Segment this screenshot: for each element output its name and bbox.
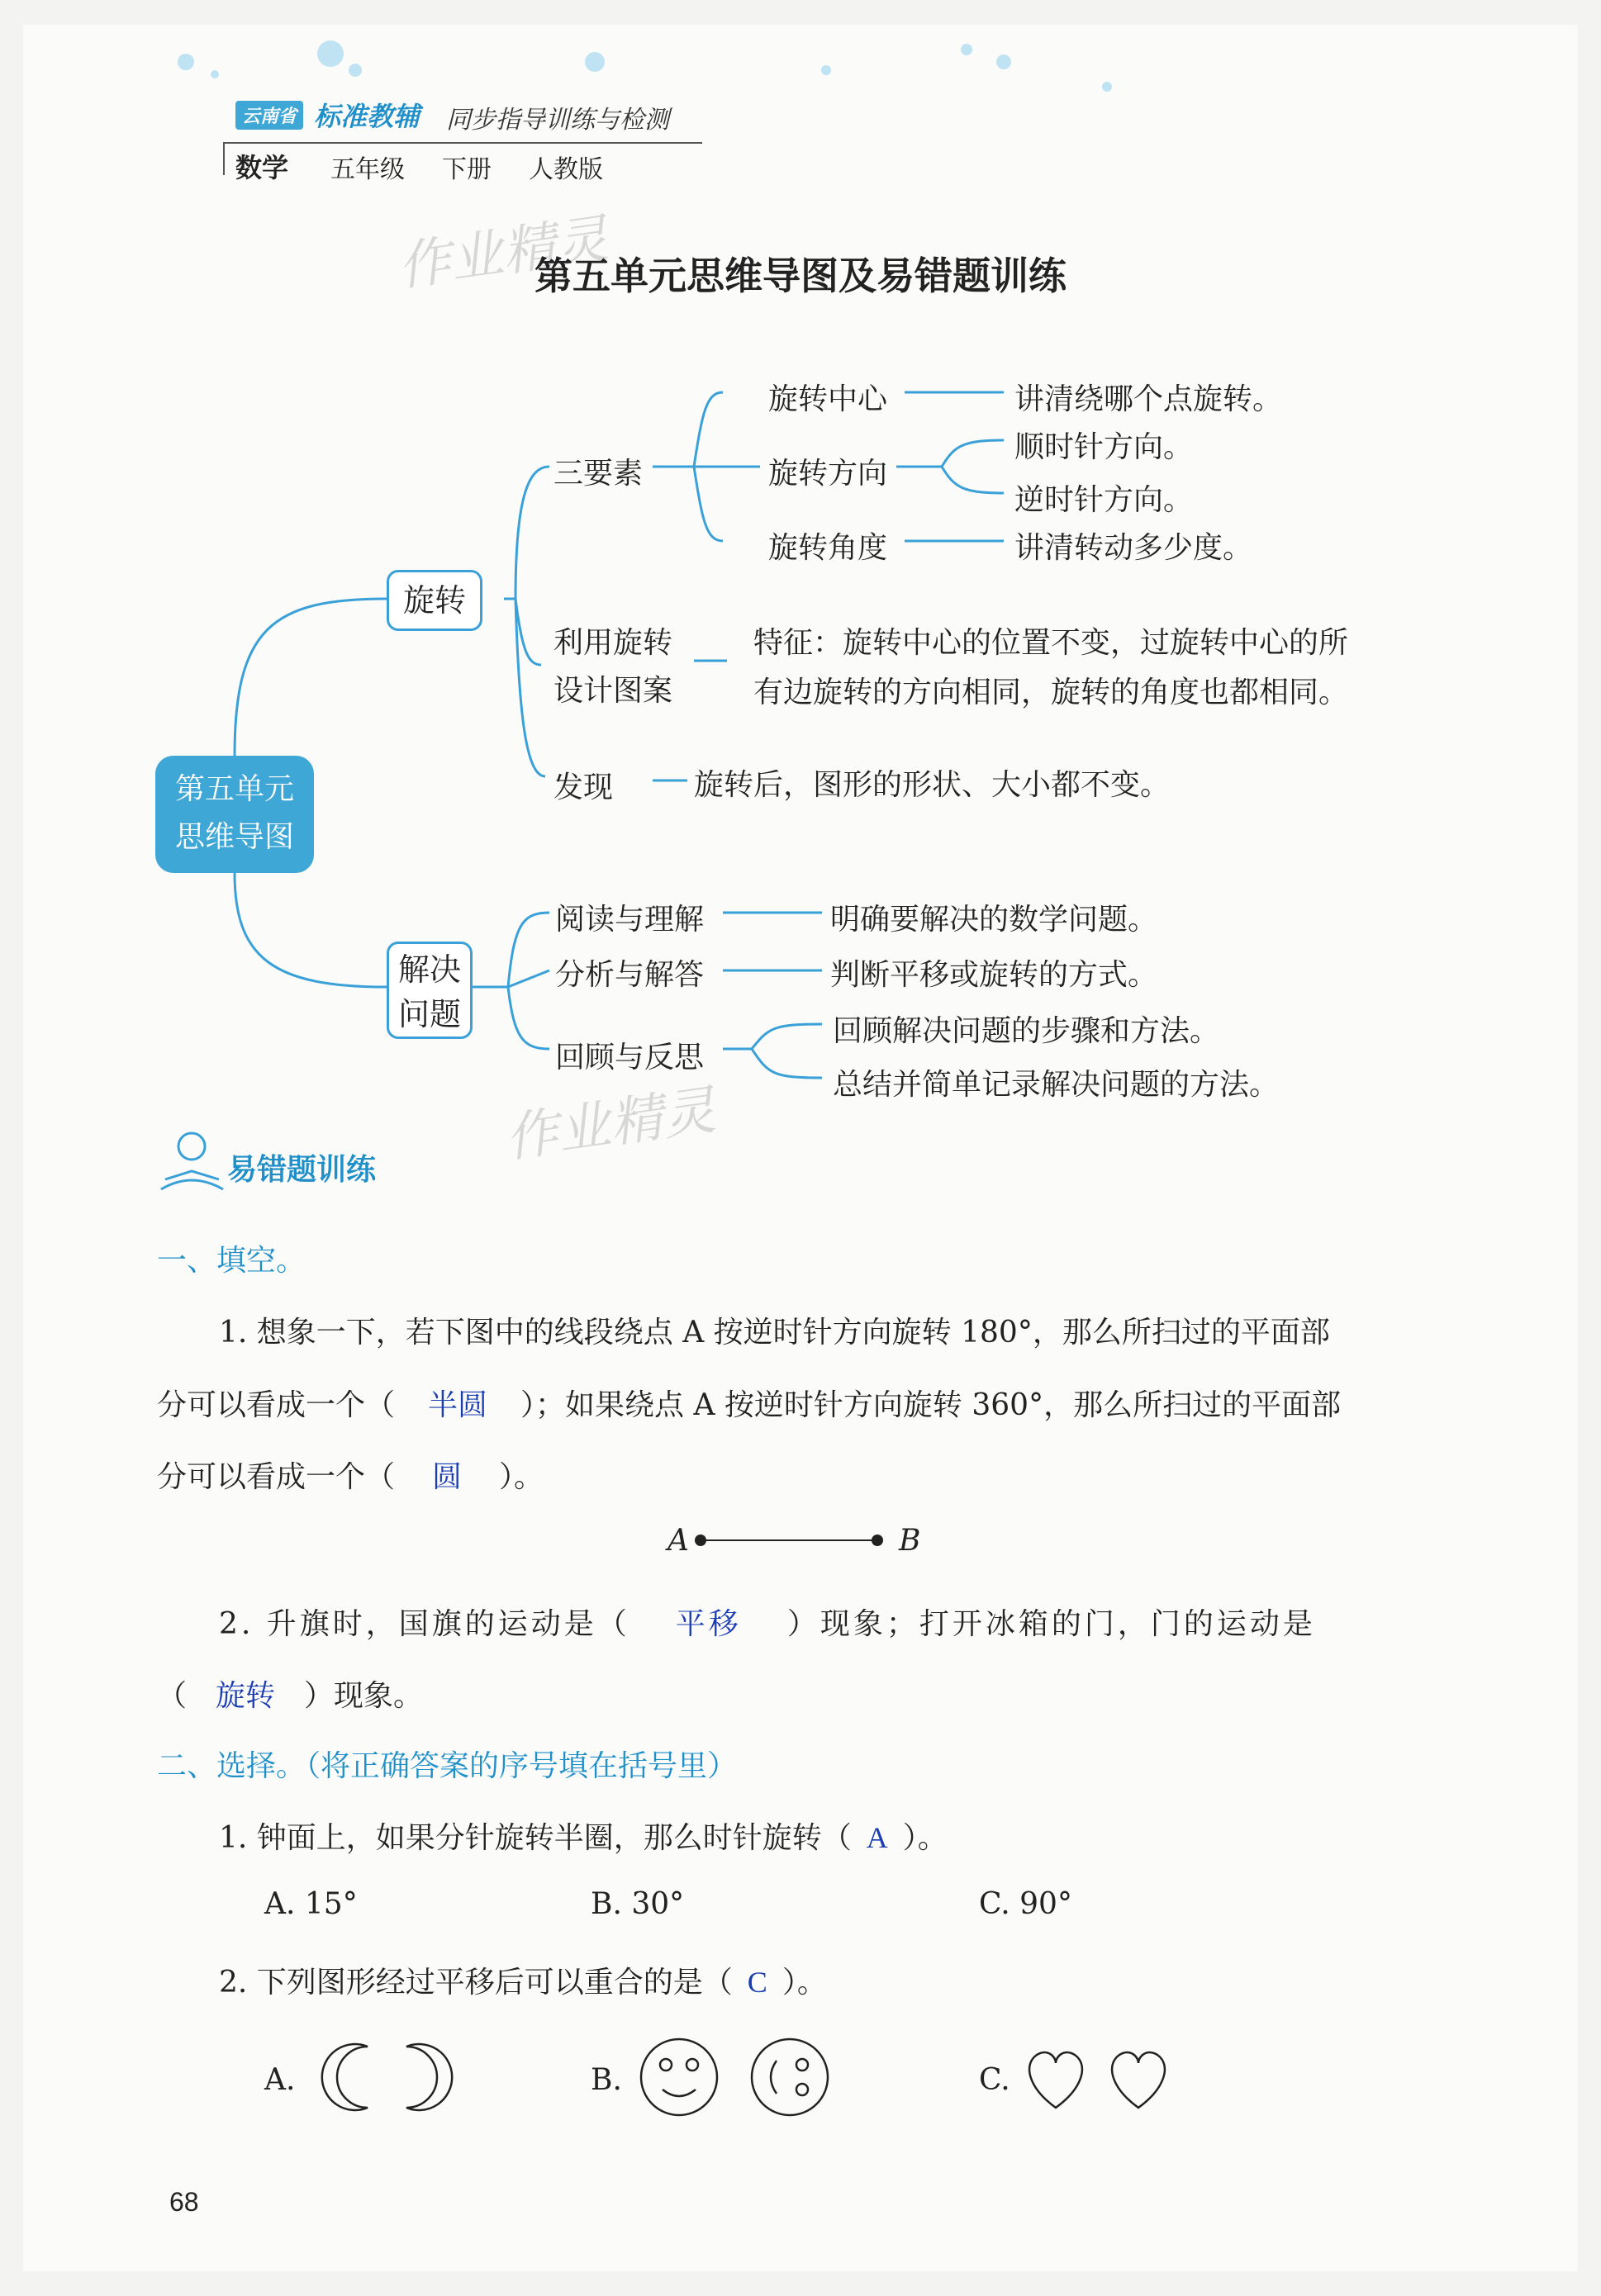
node-analyze: 分析与解答 [555, 958, 705, 992]
feature-line2: 有边旋转的方向相同，旋转的角度也都相同。 [753, 676, 1349, 709]
mc2-option-a: A. [264, 2063, 296, 2097]
mc2-text-a: 2. 下列图形经过平移后可以重合的是（ [219, 1966, 733, 2000]
node-design-line1: 利用旋转 [553, 626, 673, 660]
q2-line1-a: 2. 升旗时，国旗的运动是（ [219, 1607, 630, 1641]
mc1-option-b: B. 30° [591, 1887, 685, 1921]
smiley-face-icon [641, 2039, 717, 2115]
volume: 下册 [442, 155, 492, 184]
node-discover: 发现 [553, 771, 614, 804]
part1-heading: 一、填空。 [157, 1244, 306, 1278]
rotation-angle-desc: 讲清转动多少度。 [1014, 531, 1253, 565]
watermark: 作业精灵 [393, 208, 612, 299]
grade: 五年级 [330, 155, 405, 184]
q2-line1-b: ）现象；打开冰箱的门，门的运动是 [786, 1607, 1316, 1641]
rotation-center-desc: 讲清绕哪个点旋转。 [1014, 382, 1283, 416]
mc2-text-b: ）。 [781, 1966, 827, 2000]
node-three-elements: 三要素 [553, 457, 644, 491]
mc2-option-c: C. [979, 2063, 1010, 2097]
q1-line3-a: 分可以看成一个（ [157, 1460, 396, 1494]
subject: 数学 [235, 152, 289, 183]
q2-answer-2: 旋转 [216, 1679, 276, 1712]
q1-line2-a: 分可以看成一个（ [157, 1388, 396, 1422]
q1-line1: 1. 想象一下，若下图中的线段绕点 A 按逆时针方向旋转 180°，那么所扫过的平面部 [219, 1316, 1330, 1350]
node-rotation-angle: 旋转角度 [768, 531, 888, 565]
discover-desc: 旋转后，图形的形状、大小都不变。 [694, 768, 1171, 802]
node-design-line2: 设计图案 [553, 674, 673, 708]
node-rotation-center: 旋转中心 [768, 382, 888, 416]
review-desc-1: 回顾解决问题的步骤和方法。 [833, 1014, 1220, 1048]
q1-line2-b: ）；如果绕点 A 按逆时针方向旋转 360°，那么所扫过的平面部 [520, 1388, 1342, 1422]
crescent-left-icon [322, 2044, 368, 2110]
brand-badge: 云南省 [235, 101, 303, 130]
mindmap-center-line1: 第五单元 [174, 772, 294, 806]
node-read: 阅读与理解 [555, 903, 705, 937]
point-b-label: B [899, 1524, 921, 1558]
crescent-right-icon [406, 2044, 452, 2110]
read-desc: 明确要解决的数学问题。 [830, 903, 1158, 937]
mindmap-center-line2: 思维导图 [174, 820, 294, 854]
page-title: 第五单元思维导图及易错题训练 [534, 254, 1067, 298]
node-solve-line1: 解决 [397, 951, 461, 988]
mc1-answer: A [866, 1821, 888, 1854]
mc2-answer: C [747, 1966, 767, 1999]
feature-line1: 特征：旋转中心的位置不变，过旋转中心的所 [753, 626, 1349, 660]
mc1-text-b: ）。 [902, 1821, 948, 1855]
heart-right-icon [1112, 2052, 1165, 2108]
heart-left-icon [1029, 2052, 1082, 2108]
q1-answer-2: 圆 [432, 1460, 463, 1493]
mc2-option-b: B. [591, 2063, 622, 2097]
series-title: 同步指导训练与检测 [446, 106, 669, 135]
direction-counterclockwise: 逆时针方向。 [1014, 483, 1194, 517]
node-rotation-direction: 旋转方向 [768, 457, 888, 491]
node-rotation: 旋转 [387, 570, 482, 631]
q1-line3-b: ）。 [499, 1460, 544, 1494]
q1-answer-1: 半圆 [428, 1388, 488, 1421]
brand-name: 标准教辅 [314, 101, 420, 132]
point-a-label: A [667, 1524, 689, 1558]
page-number: 68 [169, 2187, 199, 2217]
q2-line2-a: （ [157, 1679, 188, 1713]
part2-heading: 二、选择。（将正确答案的序号填在括号里） [157, 1749, 738, 1783]
review-desc-2: 总结并简单记录解决问题的方法。 [833, 1068, 1280, 1102]
mc1-option-c: C. 90° [979, 1887, 1072, 1921]
edition: 人教版 [529, 155, 603, 184]
section-badge: 易错题训练 [227, 1153, 377, 1187]
watermark-2: 作业精灵 [501, 1079, 720, 1170]
mc1-option-a: A. 15° [264, 1887, 358, 1921]
q2-line2-b: ）现象。 [304, 1679, 424, 1713]
node-solve-line2: 问题 [397, 996, 461, 1032]
direction-clockwise: 顺时针方向。 [1014, 430, 1194, 464]
analyze-desc: 判断平移或旋转的方式。 [830, 958, 1158, 992]
mc1-text-a: 1. 钟面上，如果分针旋转半圈，那么时针旋转（ [219, 1821, 852, 1855]
q2-answer-1: 平移 [675, 1607, 742, 1640]
node-review: 回顾与反思 [555, 1041, 705, 1074]
smiley-face-rotated-icon [752, 2039, 828, 2115]
